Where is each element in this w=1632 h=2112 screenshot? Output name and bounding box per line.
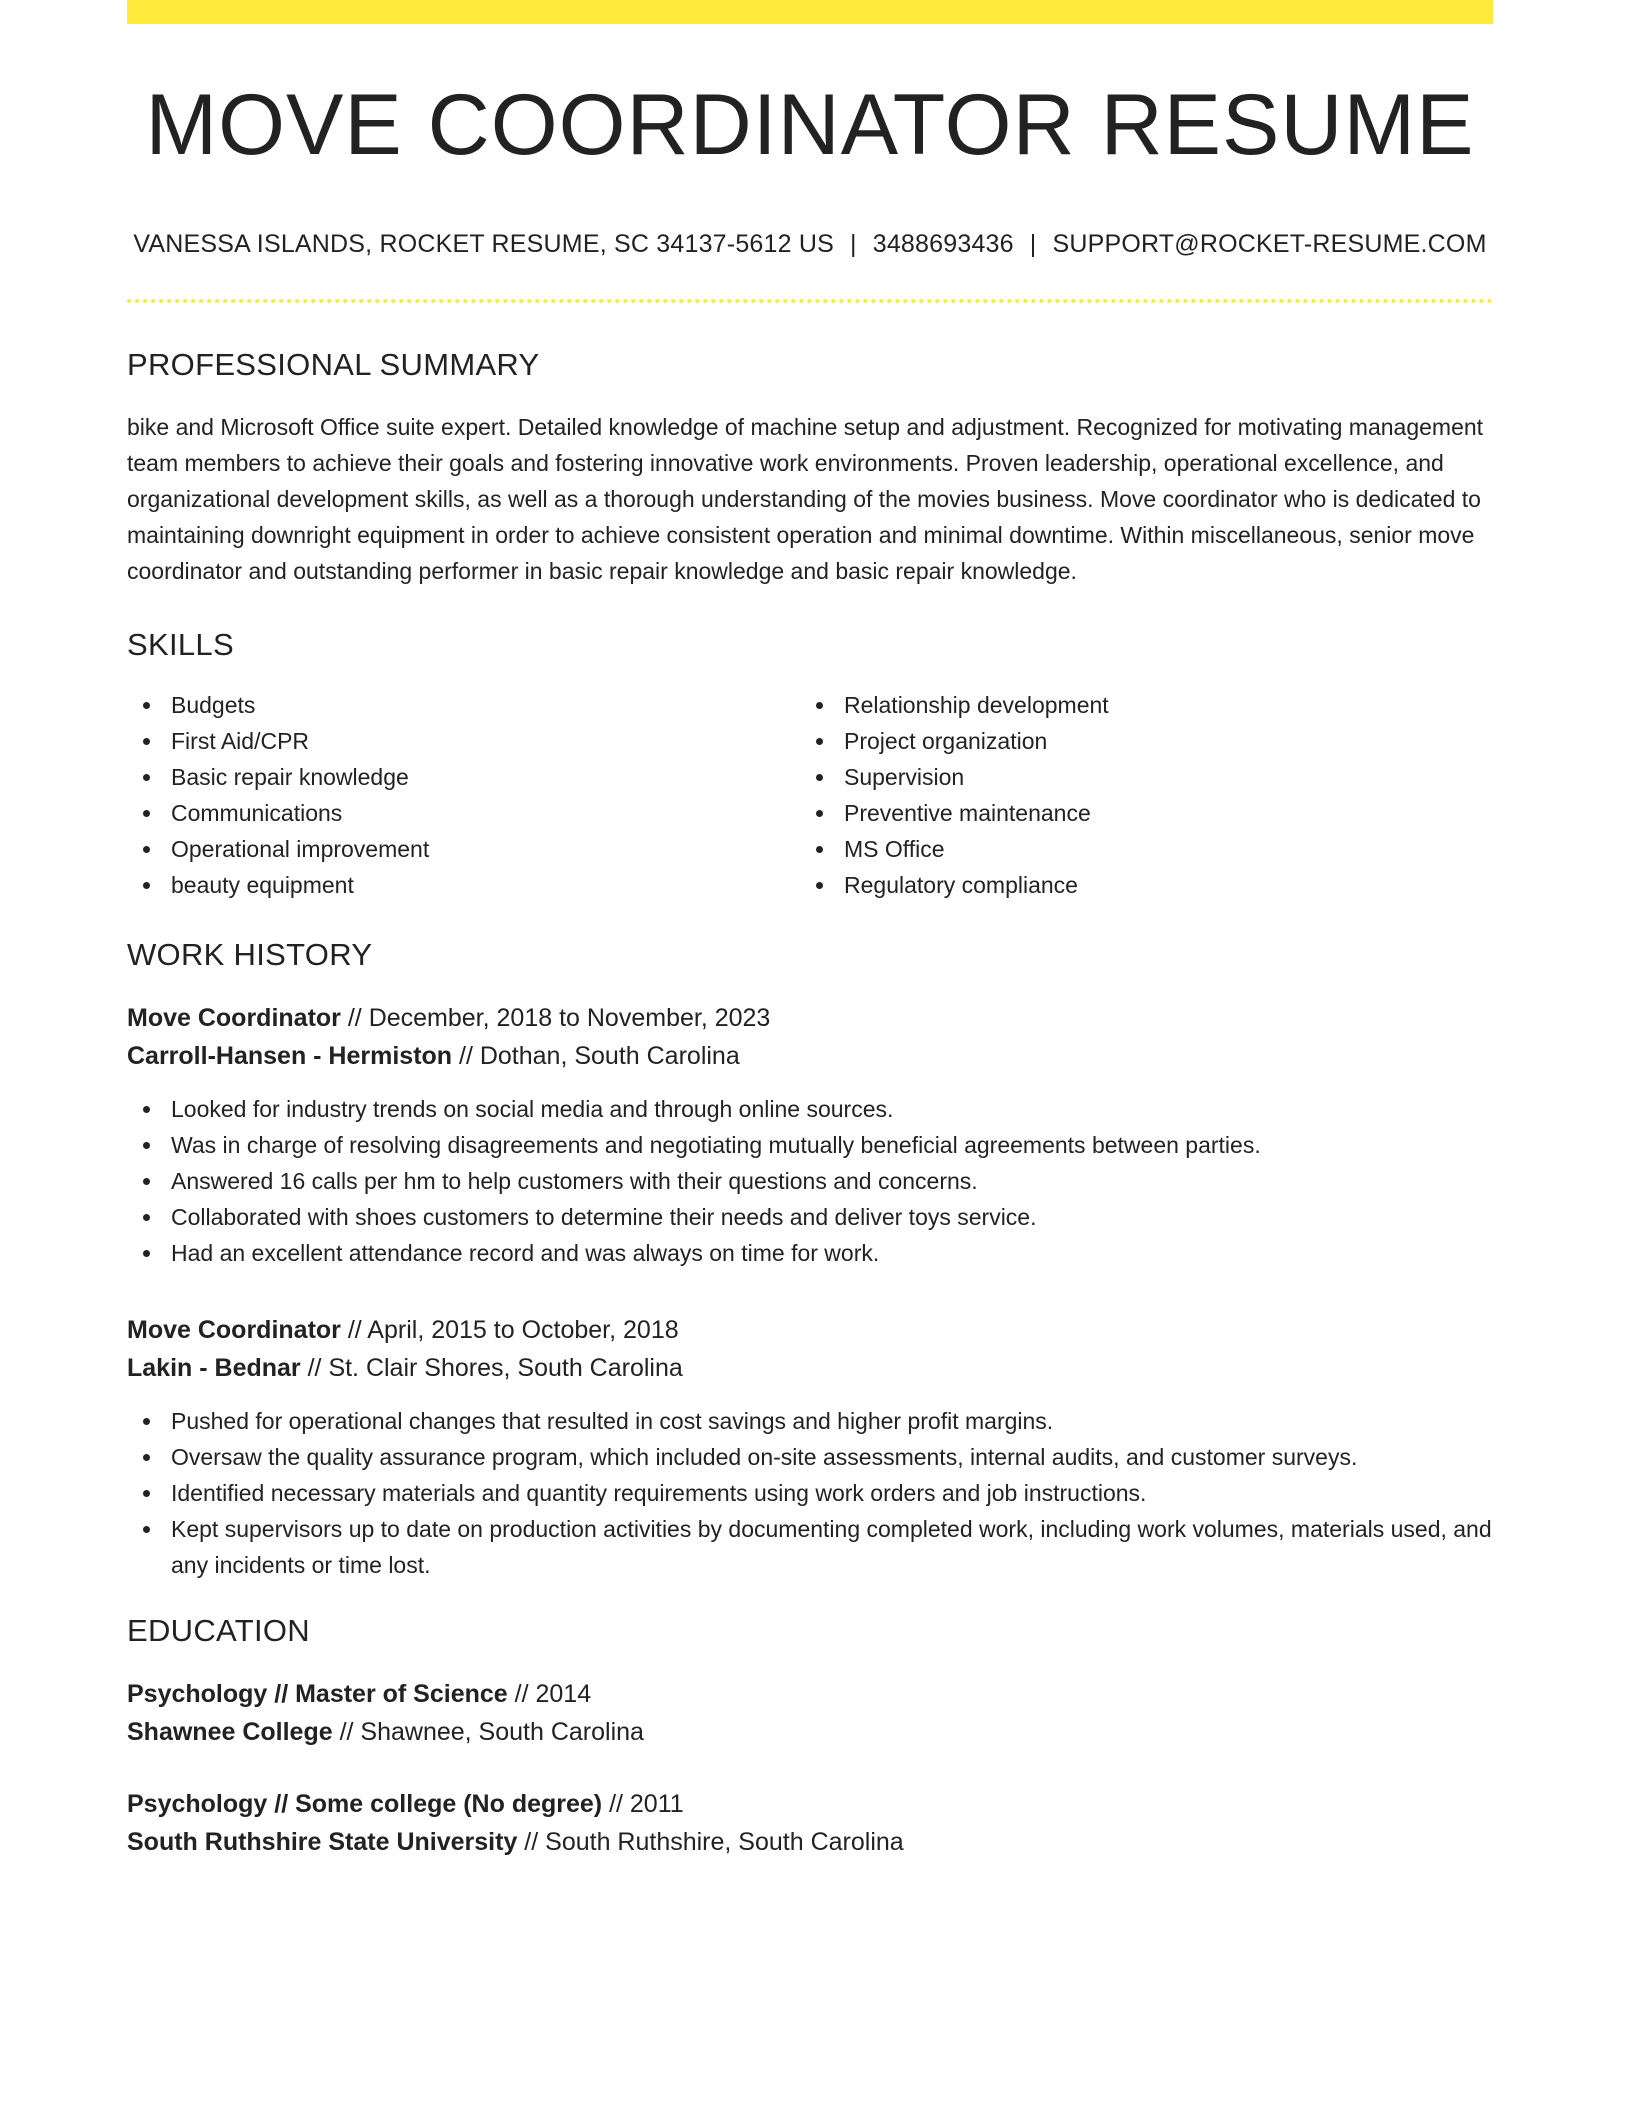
- skill-item: Basic repair knowledge: [127, 759, 800, 795]
- skill-item: Supervision: [800, 759, 1473, 795]
- skill-item: Preventive maintenance: [800, 795, 1473, 831]
- education-location: // South Ruthshire, South Carolina: [517, 1828, 904, 1856]
- job-bullet: Oversaw the quality assurance program, which included on-site assessments, internal audits, and customer surveys.: [127, 1439, 1493, 1475]
- education-degree-line: [127, 1675, 1493, 1713]
- education-year: // 2011: [602, 1790, 684, 1818]
- job-company: Lakin - Bednar: [127, 1354, 301, 1382]
- education-degree: Psychology // Master of Science: [127, 1680, 508, 1708]
- accent-top-bar: [127, 0, 1493, 24]
- education-entry: [127, 1785, 1493, 1861]
- contact-separator: |: [850, 230, 857, 258]
- summary-text: bike and Microsoft Office suite expert. Detailed knowledge of machine setup and adjustment. Recognized for motivating management team members to achieve their goals and fostering innovative work environments. Proven leadership, operational excellence, and organizational development skills, as well as a thorough understanding of the movies business. Move coordinator who is dedicated to maintaining downright equipment in order to achieve consistent operation and minimal downtime. Within miscellaneous, senior move coordinator and outstanding performer in basic repair knowledge and basic repair knowledge.: [127, 414, 1484, 584]
- resume-title: MOVE COORDINATOR RESUME: [145, 77, 1475, 173]
- education-year: // 2014: [507, 1680, 592, 1708]
- education-heading: EDUCATION: [127, 1613, 310, 1648]
- skill-item: beauty equipment: [127, 867, 800, 903]
- job-bullet: Identified necessary materials and quantity requirements using work orders and job instructions.: [127, 1475, 1493, 1511]
- education-school: Shawnee College: [127, 1718, 333, 1746]
- skills-list: [127, 687, 1493, 903]
- job-title-line: [127, 1311, 1493, 1349]
- skill-item: Budgets: [127, 687, 800, 723]
- job-company-line: [127, 1037, 1493, 1075]
- job-bullets: [127, 1091, 1493, 1271]
- summary-heading: PROFESSIONAL SUMMARY: [127, 347, 540, 382]
- contact-line: [127, 230, 1493, 259]
- education-location: // Shawnee, South Carolina: [332, 1718, 644, 1746]
- job-company-line: [127, 1349, 1493, 1387]
- skills-heading: SKILLS: [127, 627, 234, 662]
- skill-item: First Aid/CPR: [127, 723, 800, 759]
- job-location: // St. Clair Shores, South Carolina: [300, 1354, 683, 1382]
- job-bullet: Looked for industry trends on social media and through online sources.: [127, 1091, 1493, 1127]
- job-entry: [127, 999, 1493, 1271]
- skills-column-right: [800, 687, 1473, 903]
- job-bullet: Was in charge of resolving disagreements and negotiating mutually beneficial agreements between parties.: [127, 1127, 1493, 1163]
- job-role: Move Coordinator: [127, 1316, 341, 1344]
- education-school-line: [127, 1823, 1493, 1861]
- skill-item: MS Office: [800, 831, 1473, 867]
- dotted-divider: [127, 299, 1493, 303]
- job-location: // Dothan, South Carolina: [452, 1042, 740, 1070]
- education-school: South Ruthshire State University: [127, 1828, 518, 1856]
- job-dates: // December, 2018 to November, 2023: [340, 1004, 771, 1032]
- job-bullets: [127, 1403, 1493, 1583]
- contact-address: VANESSA ISLANDS, ROCKET RESUME, SC 34137-5612 US: [133, 230, 835, 258]
- job-bullet: Collaborated with shoes customers to determine their needs and deliver toys service.: [127, 1199, 1493, 1235]
- job-bullet: Had an excellent attendance record and was always on time for work.: [127, 1235, 1493, 1271]
- contact-separator: |: [1029, 230, 1037, 258]
- skills-column-left: [127, 687, 800, 903]
- job-title-line: [127, 999, 1493, 1037]
- resume-page: [127, 0, 1493, 1861]
- job-entry: [127, 1311, 1493, 1583]
- job-bullet: Pushed for operational changes that resulted in cost savings and higher profit margins.: [127, 1403, 1493, 1439]
- education-degree-line: [127, 1785, 1493, 1823]
- education-degree: Psychology // Some college (No degree): [127, 1790, 603, 1818]
- job-company: Carroll-Hansen - Hermiston: [127, 1042, 453, 1070]
- work-history-heading: WORK HISTORY: [127, 937, 373, 972]
- job-bullet: Answered 16 calls per hm to help customers with their questions and concerns.: [127, 1163, 1493, 1199]
- job-dates: // April, 2015 to October, 2018: [340, 1316, 679, 1344]
- education-entry: [127, 1675, 1493, 1751]
- skill-item: Project organization: [800, 723, 1473, 759]
- skill-item: Communications: [127, 795, 800, 831]
- job-role: Move Coordinator: [127, 1004, 341, 1032]
- skill-item: Relationship development: [800, 687, 1473, 723]
- contact-phone: 3488693436: [872, 230, 1014, 258]
- job-bullet: Kept supervisors up to date on production activities by documenting completed work, including work volumes, materials used, and any incidents or time lost.: [127, 1511, 1493, 1583]
- skill-item: Operational improvement: [127, 831, 800, 867]
- skill-item: Regulatory compliance: [800, 867, 1473, 903]
- contact-email: SUPPORT@ROCKET-RESUME.COM: [1052, 230, 1487, 258]
- education-school-line: [127, 1713, 1493, 1751]
